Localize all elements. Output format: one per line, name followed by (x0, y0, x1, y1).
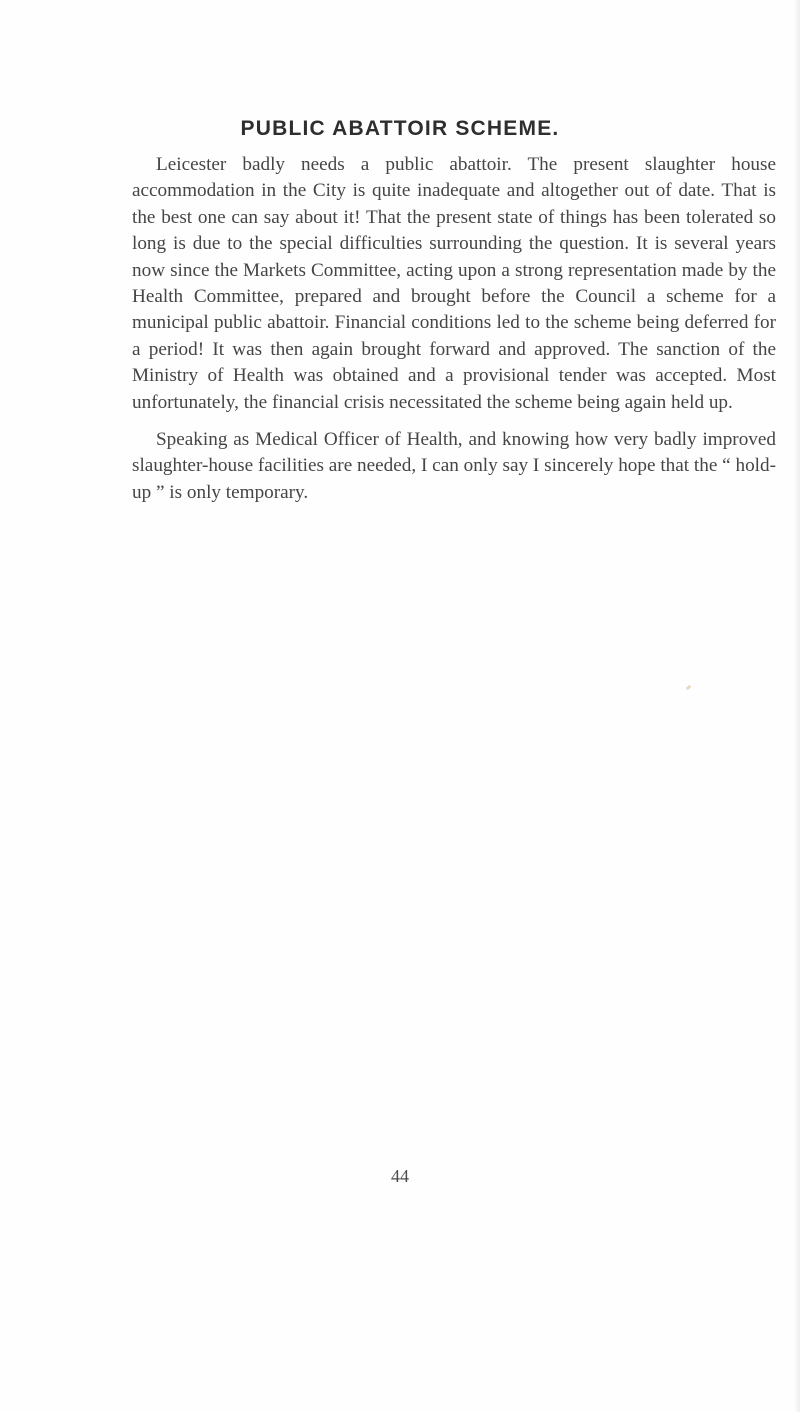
section-heading: PUBLIC ABATTOIR SCHEME. (240, 117, 560, 140)
paper-speck (686, 685, 692, 691)
page-edge-shadow (794, 0, 800, 1412)
paragraph-1: Leicester badly needs a public abattoir. The present slaughter house accommodation in the City is quite inadequate and altogether out of date. That is the best one can say about it! That the present state of things has been tolerated so long is due to the special difficulties surrounding the question. It is several years now since the Markets Committee, acting upon a strong representation made by the Health Committee, prepared and brought before the Council a scheme for a municipal public abattoir. Financial conditions led to the scheme being deferred for a period! It was then again brought forward and approved. The sanction of the Ministry of Health was obtained and a provisional tender was accepted. Most unfortunately, the financial crisis necessitated the scheme being again held up. (132, 154, 776, 413)
paragraph-2: Speaking as Medical Officer of Health, and knowing how very badly improved slaughter-house facilities are needed, I can only say I sincerely hope that the “ hold-up ” is only temporary. (132, 429, 776, 503)
body-text (132, 152, 776, 506)
page-number: 44 (391, 1166, 409, 1186)
